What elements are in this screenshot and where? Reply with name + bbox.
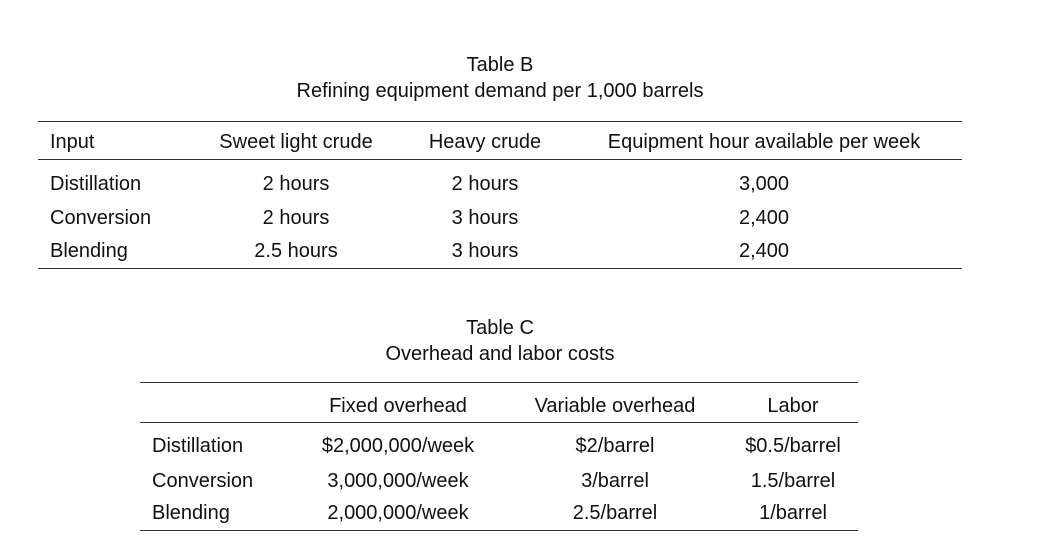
table-c-row-blending-label: Blending <box>152 502 230 524</box>
table-b-bottom-rule <box>38 268 962 269</box>
table-b-header-heavy-crude: Heavy crude <box>428 131 542 153</box>
table-b-row-blending-sweet: 2.5 hours <box>254 240 338 262</box>
table-b-row-distillation-heavy: 2 hours <box>451 173 519 195</box>
table-c-subtitle: Overhead and labor costs <box>385 343 615 365</box>
table-b-row-conversion-hours: 2,400 <box>738 207 790 229</box>
table-b-top-rule <box>38 121 962 122</box>
table-b-row-conversion-heavy: 3 hours <box>451 207 519 229</box>
table-b-header-sweet-light-crude: Sweet light crude <box>219 131 373 153</box>
table-c-row-blending-variable: 2.5/barrel <box>572 502 658 524</box>
table-b-row-conversion-sweet: 2 hours <box>262 207 330 229</box>
table-c-title: Table C <box>466 317 534 339</box>
table-c-header-fixed-overhead: Fixed overhead <box>329 395 467 417</box>
table-c-row-conversion-fixed: 3,000,000/week <box>327 470 469 492</box>
table-c-row-distillation-labor: $0.5/barrel <box>745 435 841 457</box>
table-c-row-conversion-variable: 3/barrel <box>581 470 649 492</box>
table-c-header-rule <box>140 422 858 423</box>
table-c-header-variable-overhead: Variable overhead <box>534 395 696 417</box>
table-b-header-input: Input <box>50 131 95 153</box>
table-c-header-labor: Labor <box>767 395 819 417</box>
table-c-bottom-rule <box>140 530 858 531</box>
table-b-row-distillation-label: Distillation <box>50 173 142 195</box>
table-b-title: Table B <box>466 54 534 76</box>
table-c-row-blending-labor: 1/barrel <box>759 502 827 524</box>
table-c-row-conversion-labor: 1.5/barrel <box>750 470 836 492</box>
table-c-row-blending-fixed: 2,000,000/week <box>327 502 469 524</box>
table-c-row-distillation-label: Distillation <box>152 435 244 457</box>
table-b-row-blending-heavy: 3 hours <box>451 240 519 262</box>
table-c-caption <box>0 315 1000 367</box>
table-b-row-blending-label: Blending <box>50 240 128 262</box>
table-b-caption <box>0 52 1000 104</box>
table-c-row-distillation-fixed: $2,000,000/week <box>321 435 475 457</box>
table-c-row-conversion-label: Conversion <box>152 470 254 492</box>
table-b-row-blending-hours: 2,400 <box>738 240 790 262</box>
table-c-row-distillation-variable: $2/barrel <box>575 435 655 457</box>
table-b-header-rule <box>38 159 962 160</box>
table-b-row-distillation-hours: 3,000 <box>738 173 790 195</box>
table-b-subtitle: Refining equipment demand per 1,000 barrels <box>296 80 704 102</box>
table-b-row-distillation-sweet: 2 hours <box>262 173 330 195</box>
table-b-row-conversion-label: Conversion <box>50 207 152 229</box>
table-c-top-rule <box>140 382 858 383</box>
table-b-header-equipment-hours: Equipment hour available per week <box>607 131 921 153</box>
